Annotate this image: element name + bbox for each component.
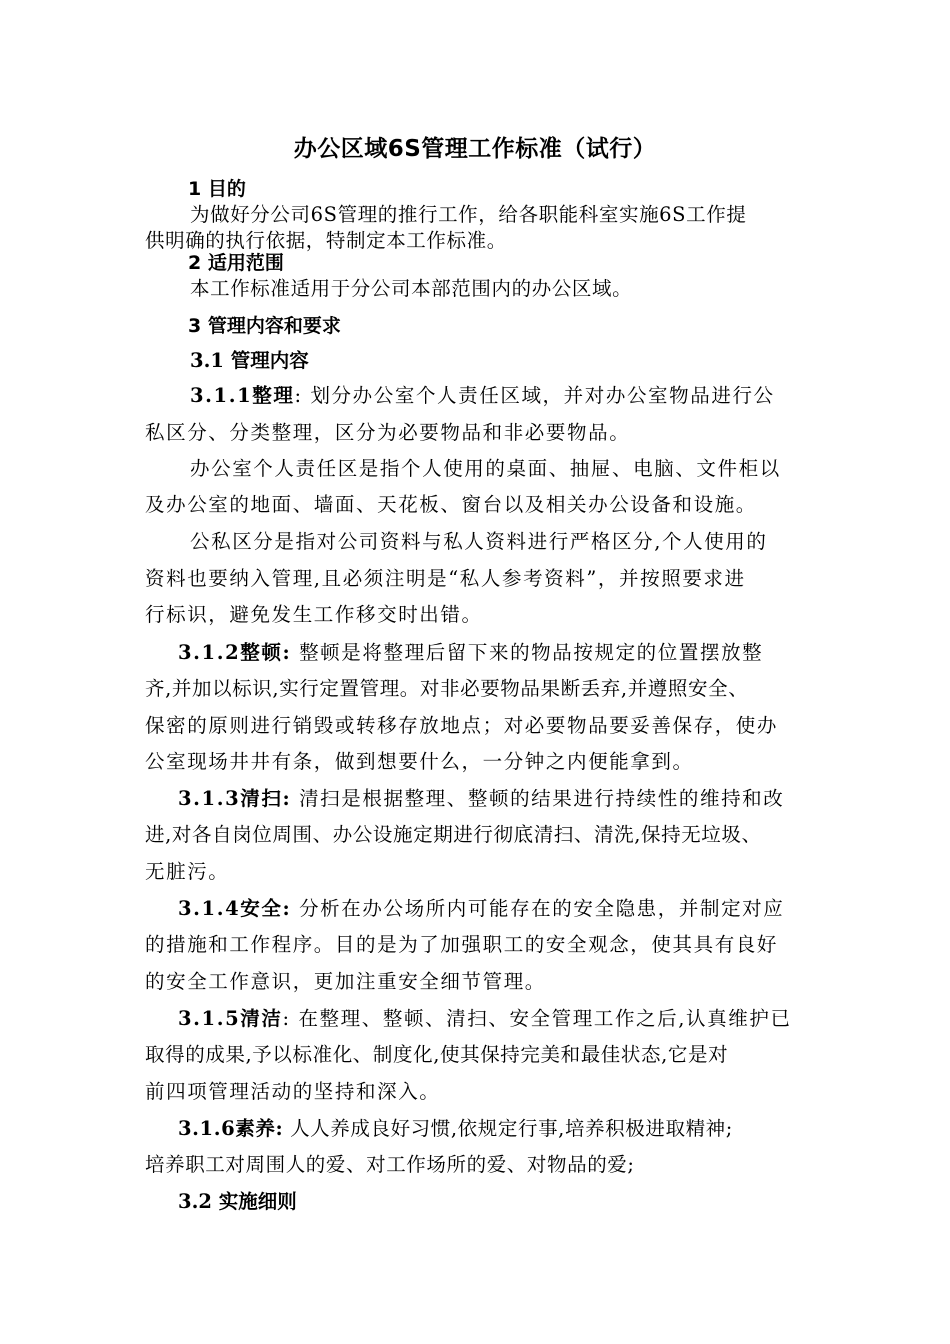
paragraph-line: 齐,并加以标识,实行定置管理。对非必要物品果断丢弃,并遵照安全、 [145,677,749,700]
paragraph-line: 公私区分是指对公司资料与私人资料进行严格区分,个人使用的 [190,530,768,553]
paragraph-line: 行标识，避免发生工作移交时出错。 [145,603,483,626]
paragraph-line: 资料也要纳入管理,且必须注明是“私人参考资料”，并按照要求进 [145,567,746,590]
item-3-1-2-line [178,640,763,666]
subsection-heading-content: 3.1 管理内容 [190,349,309,372]
item-3-1-3-label: 3.1.3清扫: [178,787,292,810]
section-heading-scope: 2 适用范围 [188,252,284,274]
item-3-1-1-line [190,383,775,409]
paragraph-line: 本工作标准适用于分公司本部范围内的办公区域。 [190,277,633,300]
paragraph-line: 私区分、分类整理，区分为必要物品和非必要物品。 [145,421,631,444]
item-3-1-5-line [178,1006,792,1032]
item-3-1-2-label: 3.1.2整顿: [178,641,292,664]
item-3-1-5-text: : 在整理、整顿、清扫、安全管理工作之后,认真维护已 [282,1007,792,1030]
item-3-1-4-line [178,896,784,922]
item-3-1-4-text: 分析在办公场所内可能存在的安全隐患，并制定对应 [291,897,785,920]
paragraph-line: 无脏污。 [145,860,230,883]
item-3-1-6-label: 3.1.6素养: [178,1117,284,1140]
paragraph-line: 公室现场井井有条，做到想要什么，一分钟之内便能拿到。 [145,750,694,773]
paragraph-line: 为做好分公司6S管理的推行工作，给各职能科室实施6S工作提 [190,203,747,226]
paragraph-line: 培养职工对周围人的爱、对工作场所的爱、对物品的爱; [145,1153,635,1176]
paragraph-line: 取得的成果,予以标准化、制度化,使其保持完美和最佳状态,它是对 [145,1043,729,1066]
section-heading-management: 3 管理内容和要求 [188,315,341,337]
item-3-1-6-line [178,1116,733,1142]
item-3-1-3-text: 清扫是根据整理、整顿的结果进行持续性的维持和改 [291,787,785,810]
item-3-1-2-text: 整顿是将整理后留下来的物品按规定的位置摆放整 [291,641,764,664]
paragraph-line: 进,对各自岗位周围、办公设施定期进行彻底清扫、清洗,保持无垃圾、 [145,823,762,846]
item-3-1-1-text: : 划分办公室个人责任区域，并对办公室物品进行公 [294,384,775,407]
paragraph-line: 的安全工作意识，更加注重安全细节管理。 [145,970,546,993]
paragraph-line: 的措施和工作程序。目的是为了加强职工的安全观念，使其具有良好 [145,933,779,956]
item-3-1-5-label: 3.1.5清洁 [178,1007,283,1030]
section-heading-purpose: 1 目的 [188,178,246,200]
subsection-heading-implementation: 3.2 实施细则 [178,1190,297,1213]
paragraph-line: 前四项管理活动的坚持和深入。 [145,1080,441,1103]
item-3-1-1-label: 3.1.1整理 [190,384,295,407]
item-3-1-3-line [178,786,784,812]
document-title: 办公区域6S管理工作标准（试行） [293,136,657,162]
paragraph-line: 保密的原则进行销毁或转移存放地点；对必要物品要妥善保存，使办 [145,714,779,737]
paragraph-line: 办公室个人责任区是指个人使用的桌面、抽屉、电脑、文件柜以 [190,457,781,480]
paragraph-line: 供明确的执行依据，特制定本工作标准。 [145,229,507,252]
item-3-1-4-label: 3.1.4安全: [178,897,292,920]
paragraph-line: 及办公室的地面、墙面、天花板、窗台以及相关办公设备和设施。 [145,493,757,516]
item-3-1-6-text: 人人养成良好习惯,依规定行事,培养积极进取精神; [283,1117,733,1140]
